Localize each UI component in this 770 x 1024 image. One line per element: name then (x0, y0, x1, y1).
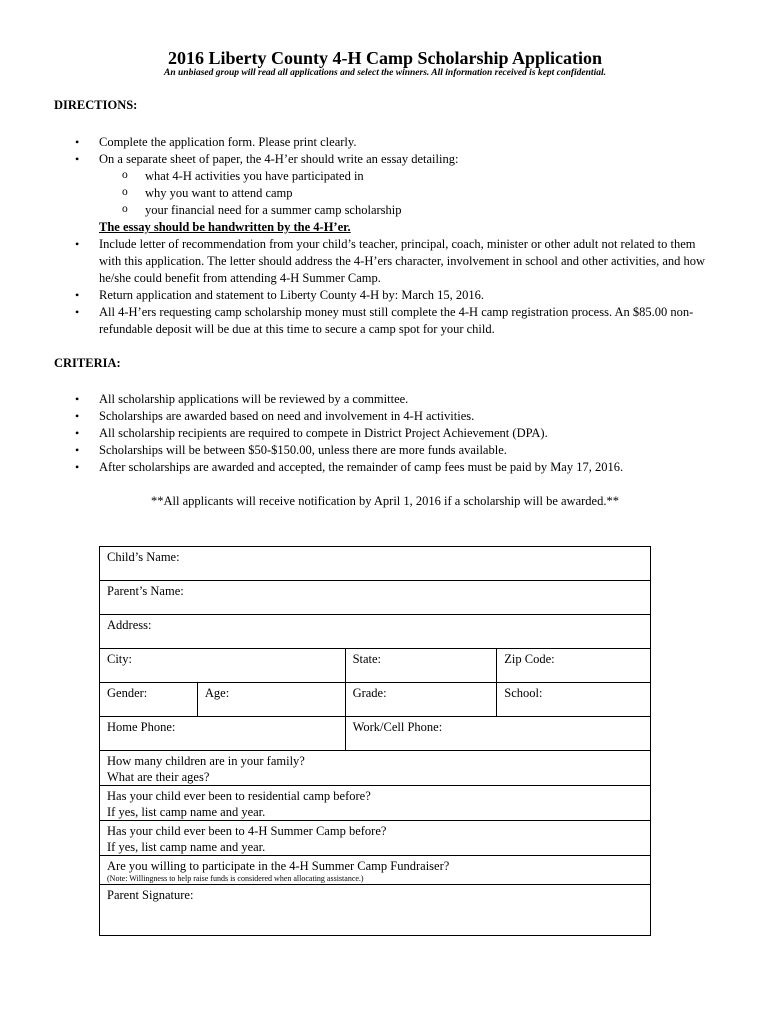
fundraiser-field[interactable] (100, 856, 651, 885)
parents-name-field[interactable] (100, 581, 651, 615)
zip-label: Zip Code: (504, 652, 555, 666)
residential-camp-question: Has your child ever been to residential camp before? (107, 789, 371, 803)
parents-name-label: Parent’s Name: (107, 584, 184, 598)
address-label: Address: (107, 618, 152, 632)
list-item: • Complete the application form. Please print clearly. (0, 134, 719, 151)
criteria-heading: CRITERIA: (54, 356, 121, 370)
list-item: • Scholarships are awarded based on need and involvement in 4-H activities. (0, 408, 719, 425)
state-field[interactable] (345, 649, 497, 683)
essay-note: The essay should be handwritten by the 4-H’er. (99, 220, 351, 234)
list-sub-item: o your financial need for a summer camp scholarship (0, 202, 725, 219)
gender-field[interactable] (100, 683, 198, 717)
parent-signature-label: Parent Signature: (107, 888, 194, 902)
school-field[interactable] (497, 683, 651, 717)
age-field[interactable] (197, 683, 345, 717)
list-sub-item: o what 4-H activities you have participated in (0, 168, 725, 185)
directions-list (0, 134, 725, 338)
childs-name-field[interactable] (100, 547, 651, 581)
home-phone-field[interactable] (100, 717, 346, 751)
list-item: • On a separate sheet of paper, the 4-H’er should write an essay detailing: (0, 151, 719, 168)
application-form (99, 546, 651, 936)
list-item: • All scholarship recipients are required to compete in District Project Achievement (DPA). (0, 425, 719, 442)
residential-camp-field[interactable] (100, 786, 651, 821)
grade-field[interactable] (345, 683, 497, 717)
children-question: How many children are in your family? (107, 754, 305, 768)
zip-field[interactable] (497, 649, 651, 683)
list-item: • All 4-H’ers requesting camp scholarship money must still complete the 4-H camp registration process. An $85.00 non-refundable deposit will be due at this time to secure a camp spot for your child. (0, 304, 719, 338)
city-label: City: (107, 652, 133, 666)
grade-label: Grade: (352, 686, 387, 700)
gender-label: Gender: (107, 686, 148, 700)
notification-notice: **All applicants will receive notification by April 1, 2016 if a scholarship will be awarded.** (151, 494, 619, 508)
school-label: School: (504, 686, 543, 700)
list-sub-item: o why you want to attend camp (0, 185, 725, 202)
work-phone-label: Work/Cell Phone: (352, 720, 443, 734)
children-field[interactable] (100, 751, 651, 786)
address-field[interactable] (100, 615, 651, 649)
home-phone-label: Home Phone: (107, 720, 176, 734)
list-item: • Return application and statement to Liberty County 4-H by: March 15, 2016. (0, 287, 719, 304)
summer-camp-question: Has your child ever been to 4-H Summer Camp before? (107, 824, 387, 838)
parent-signature-field[interactable] (100, 885, 651, 936)
summer-camp-field[interactable] (100, 821, 651, 856)
work-phone-field[interactable] (345, 717, 650, 751)
summer-camp-list-label: If yes, list camp name and year. (107, 840, 266, 854)
ages-question: What are their ages? (107, 770, 210, 784)
list-item: • Scholarships will be between $50-$150.00, unless there are more funds available. (0, 442, 719, 459)
page-title: 2016 Liberty County 4-H Camp Scholarship Application (167, 48, 603, 68)
directions-heading: DIRECTIONS: (54, 98, 138, 112)
list-item: • All scholarship applications will be reviewed by a committee. (0, 391, 719, 408)
age-label: Age: (204, 686, 230, 700)
residential-camp-list-label: If yes, list camp name and year. (107, 805, 266, 819)
fundraiser-question: Are you willing to participate in the 4-H Summer Camp Fundraiser? (107, 859, 450, 873)
city-field[interactable] (100, 649, 346, 683)
state-label: State: (352, 652, 382, 666)
criteria-list (0, 391, 719, 476)
list-item: • Include letter of recommendation from your child’s teacher, principal, coach, minister or other adult not related to them with this application. The letter should address the 4-H’ers character, involvement in school and other activities, and how he/she could benefit from attending 4-H Summer Camp. (0, 236, 719, 287)
fundraiser-note: (Note: Willingness to help raise funds is considered when allocating assistance.) (107, 874, 364, 883)
list-item: • After scholarships are awarded and accepted, the remainder of camp fees must be paid by May 17, 2016. (0, 459, 719, 476)
childs-name-label: Child’s Name: (107, 550, 180, 564)
page-subtitle: An unbiased group will read all applications and select the winners. All information received is kept confidential. (164, 68, 606, 78)
